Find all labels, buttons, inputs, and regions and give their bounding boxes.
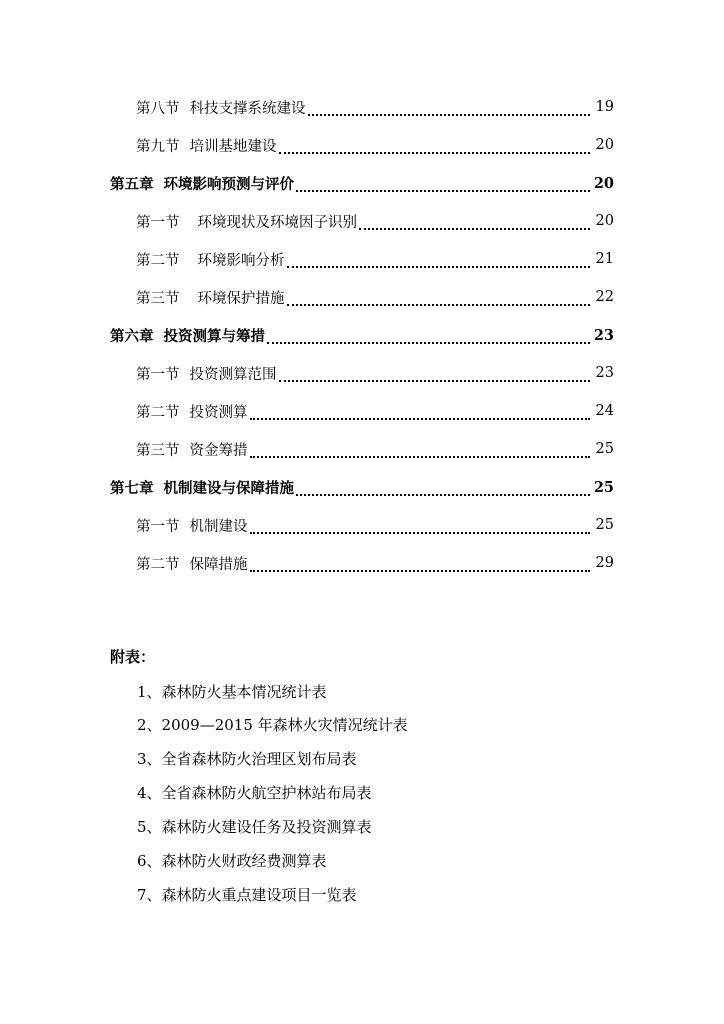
toc-page-number: 25 (595, 441, 614, 457)
toc-section-entry (0, 361, 724, 385)
toc-page-number: 24 (595, 403, 614, 419)
toc-entry-number: 第三节 (136, 290, 180, 307)
appendix-item: 1、森林防火基本情况统计表 (137, 683, 327, 701)
toc-dot-leader (359, 218, 590, 230)
toc-section-entry (0, 285, 724, 309)
toc-entry-number: 第七章 (110, 479, 154, 497)
toc-dot-leader (250, 522, 591, 534)
toc-entry-number: 第三节 (136, 442, 180, 459)
toc-entry-title: 投资测算 (189, 404, 248, 421)
toc-dot-leader (279, 370, 591, 382)
toc-dot-leader (267, 332, 590, 344)
toc-page-number: 20 (595, 137, 614, 153)
toc-entry-number: 第二节 (136, 556, 180, 573)
toc-entry-title: 环境保护措施 (197, 290, 285, 307)
toc-page-number: 23 (593, 326, 614, 344)
toc-dot-leader (250, 560, 591, 572)
toc-entry-number: 第六章 (110, 327, 154, 345)
appendix-item: 2、2009—2015 年森林火灾情况统计表 (137, 716, 408, 734)
toc-dot-leader (287, 256, 591, 268)
toc-chapter-entry (0, 323, 724, 347)
toc-entry-number: 第五章 (110, 175, 154, 193)
toc-entry-number: 第一节 (136, 518, 180, 535)
toc-dot-leader (308, 104, 591, 116)
toc-dot-leader (250, 446, 591, 458)
toc-section-entry (0, 551, 724, 575)
toc-entry-number: 第二节 (136, 404, 180, 421)
appendix-item: 7、森林防火重点建设项目一览表 (137, 886, 357, 904)
toc-entry-number: 第一节 (136, 214, 180, 231)
toc-section-entry (0, 437, 724, 461)
toc-section-entry (0, 95, 724, 119)
toc-dot-leader (296, 180, 590, 192)
appendix-item: 3、全省森林防火治理区划布局表 (137, 750, 357, 768)
toc-entry-title: 科技支撑系统建设 (189, 100, 306, 117)
toc-dot-leader (250, 408, 591, 420)
toc-entry-title: 机制建设 (189, 518, 248, 535)
toc-page-number: 23 (595, 365, 614, 381)
toc-entry-number: 第九节 (136, 138, 180, 155)
toc-section-entry (0, 513, 724, 537)
toc-page-number: 22 (595, 289, 614, 305)
toc-entry-title: 环境现状及环境因子识别 (197, 214, 357, 231)
toc-section-entry (0, 133, 724, 157)
toc-page-number: 19 (595, 99, 614, 115)
toc-entry-number: 第二节 (136, 252, 180, 269)
toc-page-number: 20 (595, 213, 614, 229)
toc-section-entry (0, 209, 724, 233)
toc-section-entry (0, 399, 724, 423)
toc-entry-title: 保障措施 (189, 556, 248, 573)
toc-entry-title: 机制建设与保障措施 (163, 479, 294, 497)
toc-entry-title: 环境影响预测与评价 (163, 175, 294, 193)
toc-page-number: 20 (593, 174, 614, 192)
toc-dot-leader (287, 294, 591, 306)
toc-entry-number: 第一节 (136, 366, 180, 383)
toc-section-entry (0, 247, 724, 271)
toc-entry-title: 投资测算范围 (189, 366, 277, 383)
toc-page-number: 25 (593, 478, 614, 496)
toc-dot-leader (279, 142, 591, 154)
toc-entry-number: 第八节 (136, 100, 180, 117)
toc-chapter-entry (0, 475, 724, 499)
toc-entry-title: 资金筹措 (189, 442, 248, 459)
toc-chapter-entry (0, 171, 724, 195)
appendix-item: 6、森林防火财政经费测算表 (137, 852, 327, 870)
toc-page-number: 21 (595, 251, 614, 267)
toc-entry-title: 投资测算与筹措 (163, 327, 265, 345)
toc-page-number: 25 (595, 517, 614, 533)
toc-page-number: 29 (595, 555, 614, 571)
appendix-item: 4、全省森林防火航空护林站布局表 (137, 784, 372, 802)
toc-entry-title: 环境影响分析 (197, 252, 285, 269)
toc-entry-title: 培训基地建设 (189, 138, 277, 155)
appendix-item: 5、森林防火建设任务及投资测算表 (137, 818, 372, 836)
appendix-title: 附表： (110, 648, 156, 666)
toc-dot-leader (296, 484, 590, 496)
